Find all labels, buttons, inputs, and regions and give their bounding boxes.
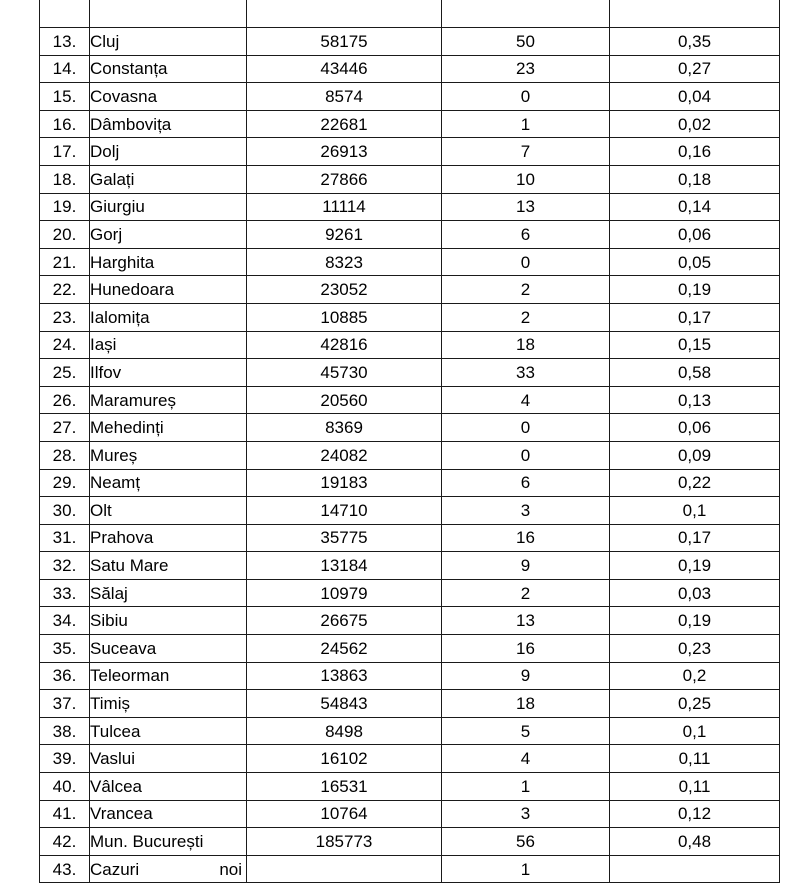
table-row bbox=[40, 717, 780, 745]
cell-new-cases: 7 bbox=[442, 138, 610, 166]
cell-row-number: 42. bbox=[40, 828, 90, 856]
cell-row-number: 17. bbox=[40, 138, 90, 166]
cell-row-number: 18. bbox=[40, 165, 90, 193]
cell-incidence-rate: 0,03 bbox=[610, 579, 780, 607]
cell-total-cases: 185773 bbox=[247, 828, 442, 856]
cell-total-cases: 8498 bbox=[247, 717, 442, 745]
cell-county-name: Tulcea bbox=[90, 717, 247, 745]
table-row bbox=[40, 828, 780, 856]
cell-county-name: Vaslui bbox=[90, 745, 247, 773]
table-row bbox=[40, 579, 780, 607]
cell-incidence-rate: 0,35 bbox=[610, 28, 780, 56]
table-row bbox=[40, 745, 780, 773]
cell-county-name: Teleorman bbox=[90, 662, 247, 690]
cell-new-cases: 10 bbox=[442, 165, 610, 193]
cell-incidence-rate: 0,16 bbox=[610, 138, 780, 166]
cell-row-number: 16. bbox=[40, 110, 90, 138]
cell-row-number: 31. bbox=[40, 524, 90, 552]
cell-new-cases: 33 bbox=[442, 359, 610, 387]
cell-total-cases: 22681 bbox=[247, 110, 442, 138]
cell-new-cases: 56 bbox=[442, 828, 610, 856]
cell-row-number: 24. bbox=[40, 331, 90, 359]
cell-new-cases: 5 bbox=[442, 717, 610, 745]
cell-new-cases: 13 bbox=[442, 607, 610, 635]
cell-total-cases: 9261 bbox=[247, 221, 442, 249]
cell-county-name: Vrancea bbox=[90, 800, 247, 828]
cell-row-number: 38. bbox=[40, 717, 90, 745]
cell-county-name: Mun. București bbox=[90, 828, 247, 856]
cell-incidence-rate: 0,14 bbox=[610, 193, 780, 221]
cell-row-number: 43. bbox=[40, 855, 90, 883]
table-body bbox=[40, 0, 780, 883]
cell-county-name: Mehedinți bbox=[90, 414, 247, 442]
cell-new-cases: 1 bbox=[442, 855, 610, 883]
cell-total-cases: 20560 bbox=[247, 386, 442, 414]
cell-incidence-rate: 0,1 bbox=[610, 497, 780, 525]
cell-county-name: Maramureș bbox=[90, 386, 247, 414]
table-row-new-cases bbox=[40, 855, 780, 883]
cell-county-name: Prahova bbox=[90, 524, 247, 552]
cell-county-name: Mureș bbox=[90, 441, 247, 469]
cell-total-cases: 8323 bbox=[247, 248, 442, 276]
cell-row-number: 36. bbox=[40, 662, 90, 690]
table-row bbox=[40, 165, 780, 193]
cell-incidence-rate: 0,58 bbox=[610, 359, 780, 387]
cell-total-cases: 26675 bbox=[247, 607, 442, 635]
cell-incidence-rate: 0,22 bbox=[610, 469, 780, 497]
cell-row-number: 20. bbox=[40, 221, 90, 249]
cell-new-cases: 2 bbox=[442, 276, 610, 304]
cell-new-cases: 23 bbox=[442, 55, 610, 83]
table-row bbox=[40, 248, 780, 276]
cell-total-cases: 54843 bbox=[247, 690, 442, 718]
cell-total-cases: 19183 bbox=[247, 469, 442, 497]
cell-total-cases bbox=[247, 855, 442, 883]
cell-total-cases: 10979 bbox=[247, 579, 442, 607]
cell-new-cases: 1 bbox=[442, 773, 610, 801]
cell-new-cases: 0 bbox=[442, 441, 610, 469]
cell-row-number: 19. bbox=[40, 193, 90, 221]
cell-incidence-rate: 0,06 bbox=[610, 221, 780, 249]
cell-county-name: Suceava bbox=[90, 635, 247, 663]
cell-row-number: 26. bbox=[40, 386, 90, 414]
cell-new-cases: 16 bbox=[442, 635, 610, 663]
cell-new-cases: 6 bbox=[442, 469, 610, 497]
cell-county-name bbox=[90, 855, 247, 883]
cell-new-cases: 18 bbox=[442, 331, 610, 359]
cell-new-cases: 18 bbox=[442, 690, 610, 718]
cell-incidence-rate: 0,2 bbox=[610, 662, 780, 690]
cell-new-cases: 4 bbox=[442, 386, 610, 414]
cell-total-cases: 24082 bbox=[247, 441, 442, 469]
cell-county-name: Dolj bbox=[90, 138, 247, 166]
cell-incidence-rate: 0,06 bbox=[610, 414, 780, 442]
cell-incidence-rate: 0,05 bbox=[610, 248, 780, 276]
cell-county-name: Hunedoara bbox=[90, 276, 247, 304]
cell-new-cases: 9 bbox=[442, 552, 610, 580]
cell-new-cases: 3 bbox=[442, 800, 610, 828]
cell-new-cases: 9 bbox=[442, 662, 610, 690]
cell-county-name: Ilfov bbox=[90, 359, 247, 387]
cell-county-name: Giurgiu bbox=[90, 193, 247, 221]
cell-county-name: Olt bbox=[90, 497, 247, 525]
cell-row-number: 34. bbox=[40, 607, 90, 635]
table-row bbox=[40, 607, 780, 635]
table-row bbox=[40, 524, 780, 552]
table-row bbox=[40, 414, 780, 442]
cell-new-cases: 2 bbox=[442, 303, 610, 331]
cell-empty bbox=[610, 0, 780, 28]
cell-incidence-rate: 0,1 bbox=[610, 717, 780, 745]
cell-county-name: Vâlcea bbox=[90, 773, 247, 801]
cell-incidence-rate bbox=[610, 855, 780, 883]
table-row bbox=[40, 497, 780, 525]
new-cases-label bbox=[90, 861, 246, 878]
table-row bbox=[40, 662, 780, 690]
cell-empty bbox=[40, 0, 90, 28]
table-row bbox=[40, 441, 780, 469]
cell-incidence-rate: 0,13 bbox=[610, 386, 780, 414]
cell-row-number: 25. bbox=[40, 359, 90, 387]
cell-county-name: Cluj bbox=[90, 28, 247, 56]
table-row bbox=[40, 28, 780, 56]
cell-incidence-rate: 0,17 bbox=[610, 524, 780, 552]
cell-total-cases: 13863 bbox=[247, 662, 442, 690]
cell-empty bbox=[442, 0, 610, 28]
cell-total-cases: 14710 bbox=[247, 497, 442, 525]
cell-county-name: Satu Mare bbox=[90, 552, 247, 580]
cell-county-name: Sălaj bbox=[90, 579, 247, 607]
cell-new-cases: 0 bbox=[442, 248, 610, 276]
cell-row-number: 27. bbox=[40, 414, 90, 442]
cell-incidence-rate: 0,17 bbox=[610, 303, 780, 331]
cell-incidence-rate: 0,19 bbox=[610, 607, 780, 635]
cell-row-number: 14. bbox=[40, 55, 90, 83]
cell-incidence-rate: 0,23 bbox=[610, 635, 780, 663]
cell-county-name: Galați bbox=[90, 165, 247, 193]
cell-row-number: 15. bbox=[40, 83, 90, 111]
cell-total-cases: 13184 bbox=[247, 552, 442, 580]
cell-total-cases: 16531 bbox=[247, 773, 442, 801]
cell-row-number: 30. bbox=[40, 497, 90, 525]
cell-county-name: Dâmbovița bbox=[90, 110, 247, 138]
cell-incidence-rate: 0,27 bbox=[610, 55, 780, 83]
table-row bbox=[40, 193, 780, 221]
cell-total-cases: 10885 bbox=[247, 303, 442, 331]
cell-row-number: 39. bbox=[40, 745, 90, 773]
table-row bbox=[40, 773, 780, 801]
table-row bbox=[40, 303, 780, 331]
cell-incidence-rate: 0,15 bbox=[610, 331, 780, 359]
cell-county-name: Gorj bbox=[90, 221, 247, 249]
cell-row-number: 29. bbox=[40, 469, 90, 497]
table-row bbox=[40, 276, 780, 304]
cell-total-cases: 58175 bbox=[247, 28, 442, 56]
cell-row-number: 33. bbox=[40, 579, 90, 607]
cell-new-cases: 13 bbox=[442, 193, 610, 221]
cell-row-number: 35. bbox=[40, 635, 90, 663]
cell-total-cases: 27866 bbox=[247, 165, 442, 193]
cell-total-cases: 26913 bbox=[247, 138, 442, 166]
cell-total-cases: 8369 bbox=[247, 414, 442, 442]
cell-row-number: 40. bbox=[40, 773, 90, 801]
table-row bbox=[40, 110, 780, 138]
cell-new-cases: 2 bbox=[442, 579, 610, 607]
county-cases-table bbox=[39, 0, 780, 883]
table-row bbox=[40, 469, 780, 497]
cell-row-number: 23. bbox=[40, 303, 90, 331]
cell-total-cases: 42816 bbox=[247, 331, 442, 359]
cell-new-cases: 3 bbox=[442, 497, 610, 525]
table-row bbox=[40, 800, 780, 828]
cell-county-name: Sibiu bbox=[90, 607, 247, 635]
table-row bbox=[40, 83, 780, 111]
cell-empty bbox=[247, 0, 442, 28]
table-row bbox=[40, 635, 780, 663]
cell-total-cases: 35775 bbox=[247, 524, 442, 552]
cell-county-name: Constanța bbox=[90, 55, 247, 83]
cell-row-number: 32. bbox=[40, 552, 90, 580]
cell-incidence-rate: 0,09 bbox=[610, 441, 780, 469]
cell-county-name: Neamț bbox=[90, 469, 247, 497]
cell-incidence-rate: 0,04 bbox=[610, 83, 780, 111]
cell-county-name: Harghita bbox=[90, 248, 247, 276]
cell-new-cases: 4 bbox=[442, 745, 610, 773]
label-part-1: Cazuri bbox=[90, 859, 140, 879]
cell-incidence-rate: 0,11 bbox=[610, 773, 780, 801]
cell-total-cases: 11114 bbox=[247, 193, 442, 221]
table-row bbox=[40, 359, 780, 387]
cell-total-cases: 24562 bbox=[247, 635, 442, 663]
cell-total-cases: 8574 bbox=[247, 83, 442, 111]
cell-row-number: 41. bbox=[40, 800, 90, 828]
cell-incidence-rate: 0,25 bbox=[610, 690, 780, 718]
cell-row-number: 22. bbox=[40, 276, 90, 304]
table-row bbox=[40, 138, 780, 166]
document-page bbox=[39, 0, 780, 883]
cell-total-cases: 23052 bbox=[247, 276, 442, 304]
table-row bbox=[40, 386, 780, 414]
cell-row-number: 28. bbox=[40, 441, 90, 469]
cell-row-number: 13. bbox=[40, 28, 90, 56]
cell-row-number: 37. bbox=[40, 690, 90, 718]
table-row bbox=[40, 221, 780, 249]
table-row bbox=[40, 690, 780, 718]
label-part-2: noi bbox=[219, 859, 242, 879]
cell-county-name: Covasna bbox=[90, 83, 247, 111]
table-row-partial bbox=[40, 0, 780, 28]
cell-new-cases: 6 bbox=[442, 221, 610, 249]
cell-new-cases: 0 bbox=[442, 83, 610, 111]
cell-new-cases: 50 bbox=[442, 28, 610, 56]
cell-incidence-rate: 0,19 bbox=[610, 276, 780, 304]
cell-total-cases: 43446 bbox=[247, 55, 442, 83]
cell-incidence-rate: 0,19 bbox=[610, 552, 780, 580]
cell-incidence-rate: 0,18 bbox=[610, 165, 780, 193]
cell-row-number: 21. bbox=[40, 248, 90, 276]
cell-county-name: Timiș bbox=[90, 690, 247, 718]
table-row bbox=[40, 331, 780, 359]
cell-new-cases: 16 bbox=[442, 524, 610, 552]
table-row bbox=[40, 552, 780, 580]
cell-empty bbox=[90, 0, 247, 28]
cell-county-name: Ialomița bbox=[90, 303, 247, 331]
cell-incidence-rate: 0,12 bbox=[610, 800, 780, 828]
cell-total-cases: 10764 bbox=[247, 800, 442, 828]
cell-county-name: Iași bbox=[90, 331, 247, 359]
table-row bbox=[40, 55, 780, 83]
cell-new-cases: 1 bbox=[442, 110, 610, 138]
cell-total-cases: 16102 bbox=[247, 745, 442, 773]
cell-incidence-rate: 0,48 bbox=[610, 828, 780, 856]
cell-incidence-rate: 0,02 bbox=[610, 110, 780, 138]
cell-total-cases: 45730 bbox=[247, 359, 442, 387]
cell-incidence-rate: 0,11 bbox=[610, 745, 780, 773]
cell-new-cases: 0 bbox=[442, 414, 610, 442]
